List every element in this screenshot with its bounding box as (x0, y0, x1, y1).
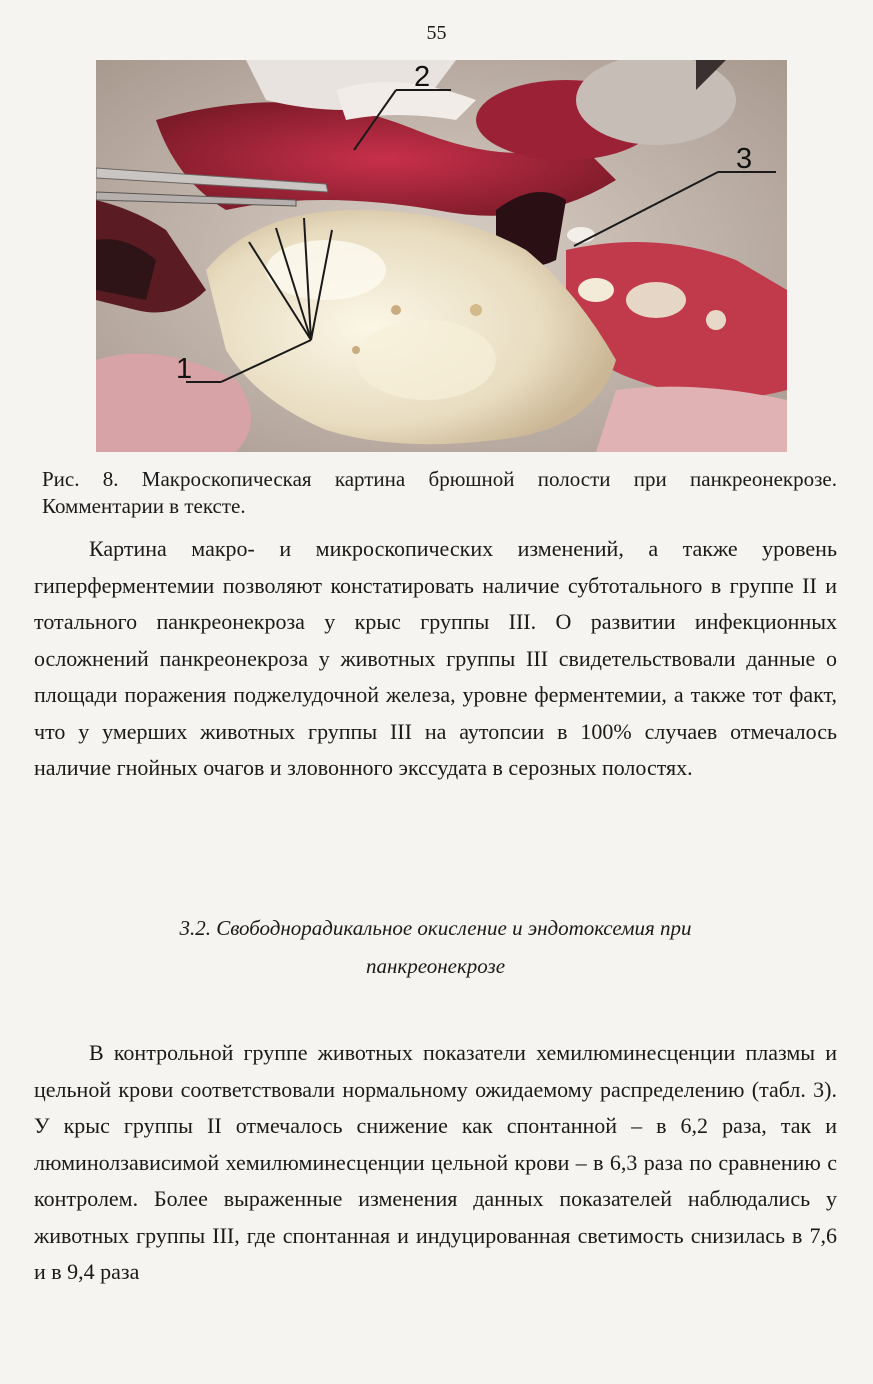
section-heading-line-2: панкреонекрозе (365, 954, 506, 978)
label-2: 2 (414, 61, 431, 93)
label-3: 3 (736, 143, 753, 175)
label-1: 1 (176, 353, 193, 385)
paragraph-1: Картина макро- и микроскопических изменений, а также уровень гиперферментемии позволяют констатировать наличие субтотального в группе II и тотального панкреонекроза у крыс группы III. О развитии инфекционных осложнений панкреонекроза у животных группы III свидетельствовали данные о площади поражения поджелудочной железа, уровне ферментемии, а также тот факт, что у умерших животных группы III на аутопсии в 100% случаев отмечалось наличие гнойных очагов и зловонного экссудата в серозных полостях. (34, 536, 837, 780)
figure-caption: Рис. 8. Макроскопическая картина брюшной полости при панкреонекрозе. Комментарии в тексте. (42, 467, 837, 518)
paragraph-2: В контрольной группе животных показатели хемилюминесценции плазмы и цельной крови соответствовали нормальному ожидаемому распределению (табл. 3). У крыс группы II отмечалось снижение как спонтанной – в 6,2 раза, так и люминолзависимой хемилюминесценции цельной крови – в 6,3 раза по сравнению с контролем. Более выраженные изменения данных показателей наблюдались у животных группы III, где спонтанная и индуцированная светимость снизилась в 7,6 и в 9,4 раза (34, 1040, 837, 1284)
figure-photo (96, 60, 787, 452)
section-heading-line-1: 3.2. Свободнорадикальное окисление и эндотоксемия при (179, 916, 692, 940)
page-number: 55 (426, 22, 447, 44)
section-heading (34, 909, 837, 985)
surgical-photo (96, 60, 787, 452)
